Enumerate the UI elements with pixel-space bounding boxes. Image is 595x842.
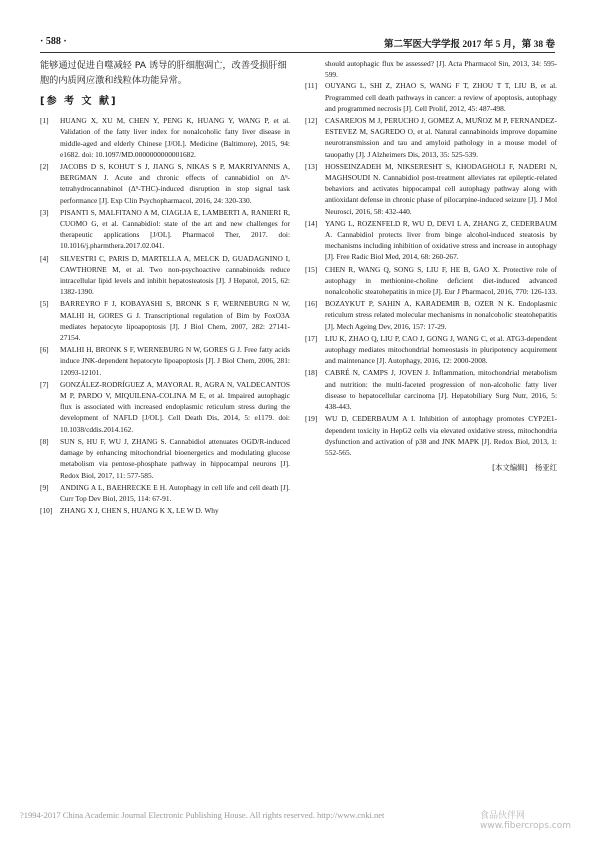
reference-list-left — [40, 115, 290, 516]
reference-item — [40, 298, 290, 343]
reference-number: [9] — [40, 482, 49, 492]
reference-item — [40, 482, 290, 504]
reference-text: SUN S, HU F, WU J, ZHANG S. Cannabidiol attenuates OGD/R-induced damage by enhancing mitochondrial bioenergetics and modulating glucose metabolism via pentose-phosphate pathway in hippocampal neurons [J]. Redox Biol, 2017, 11: 577-585. — [60, 436, 290, 480]
reference-number: [17] — [305, 333, 318, 343]
left-column — [40, 58, 290, 517]
reference-item — [305, 333, 557, 367]
reference-number: [2] — [40, 162, 49, 172]
reference-number: [16] — [305, 299, 318, 309]
reference-number: [7] — [40, 379, 49, 389]
reference-item — [40, 344, 290, 378]
reference-number: [18] — [305, 368, 318, 378]
reference-text: OUYANG L, SHI Z, ZHAO S, WANG F T, ZHOU T T, LIU B, et al. Programmed cell death pathways in cancer: a review of apoptosis, autophagy and programmed necrosis [J]. Cell Prolif, 2012, 45: 487-498. — [325, 81, 557, 113]
reference-item — [40, 253, 290, 298]
reference-item — [40, 161, 290, 206]
site-watermark: 食品伙伴网 www.fibercrops.com — [480, 811, 571, 831]
reference-text: WU D, CEDERBAUM A I. Inhibition of autophagy promotes CYP2E1-dependent toxicity in HepG2 cells via elevated oxidative stress, mitochondria dysfunction and activation of p38 and JNK MAPK [J]. Redox Biol, 2013, 1: 552-565. — [325, 414, 557, 457]
reference-continuation: should autophagic flux be assessed? [J]. Acta Pharmacol Sin, 2013, 34: 595-599. — [325, 59, 557, 80]
reference-number: [11] — [305, 81, 318, 91]
reference-text: BARREYRO F J, KOBAYASHI S, BRONK S F, WERNEBURG N W, MALHI H, GORES G J. Transcriptional regulation of Bim by FoxO3A mediates hepatocyte lipoapoptosis [J]. J Biol Chem, 2007, 282: 27141-27154. — [60, 299, 290, 343]
reference-item — [305, 80, 557, 114]
reference-text: CABRÉ N, CAMPS J, JOVEN J. Inflammation, mitochondrial metabolism and nutrition: the multi-faceted progression of non-alcoholic fatty liver disease to hepatocellular carcinoma [J]. Hepatobiliary Surg Nutr, 2016, 5: 438-443. — [325, 368, 557, 412]
reference-text: CASAREJOS M J, PERUCHO J, GOMEZ A, MUÑOZ M P, FERNANDEZ-ESTEVEZ M, SAGREDO O, et al. Natural cannabinoids improve dopamine neurotransmission and tau and amyloid pathology in a mouse model of tauopathy [J]. J Alzheimers Dis, 2013, 35: 525-539. — [325, 116, 557, 159]
reference-item — [305, 264, 557, 298]
page-number: · 588 · — [40, 36, 67, 47]
references-heading: [参 考 文 献] — [40, 96, 118, 107]
reference-item — [305, 218, 557, 263]
reference-number: [19] — [305, 414, 318, 424]
reference-item — [305, 367, 557, 412]
reference-number: [6] — [40, 345, 49, 355]
reference-text: SILVESTRI C, PARIS D, MARTELLA A, MELCK D, GUADAGNINO I, CAWTHORNE M, et al. Two non-psychoactive cannabinoids reduce intracellular lipid levels and inhibit hepatosteatosis [J]. J Hepatol, 2015, 62: 1382-1390. — [60, 253, 290, 297]
page-header — [40, 30, 555, 53]
journal-title: 第二军医大学学报 2017 年 5 月，第 38 卷 — [383, 40, 555, 50]
reference-text: CHEN R, WANG Q, SONG S, LIU F, HE B, GAO X. Protective role of autophagy in methionine-choline deficient diet-induced advanced nonalcoholic steatohepatitis in mice [J]. Eur J Pharmacol, 2016, 770: 126-133. — [325, 264, 557, 297]
reference-number: [4] — [40, 253, 49, 263]
reference-text: MALHI H, BRONK S F, WERNEBURG N W, GORES G J. Free fatty acids induce JNK-dependent hepatocyte lipoapoptosis [J]. J Biol Chem, 2006, 281: 12093-12101. — [60, 345, 290, 377]
reference-number: [15] — [305, 264, 318, 274]
intro-paragraph: 能够通过促进自噬减轻 PA 诱导的肝细胞凋亡，改善受损肝细胞的内质网应激和线粒体功能异常。 — [40, 60, 287, 86]
reference-number: [13] — [305, 161, 318, 171]
reference-number: [12] — [305, 116, 318, 126]
reference-item — [40, 505, 290, 516]
reference-text: JACOBS D S, KOHUT S J, JIANG S, NIKAS S P, MAKRIYANNIS A, BERGMAN J. Acute and chronic effects of cannabidiol on Δ⁹-tetrahydrocannabinol (Δ⁹-THC)-induced disruption in stop signal task performance [J]. Exp Clin Psychopharmacol, 2016, 24: 320-330. — [60, 162, 290, 205]
copyright-footer: ?1994-2017 China Academic Journal Electronic Publishing House. All rights reserved. http://www.cnki.net — [20, 810, 385, 820]
reference-number: [1] — [40, 116, 49, 126]
reference-text: HUANG X, XU M, CHEN Y, PENG K, HUANG Y, WANG P, et al. Validation of the fatty liver index for nonalcoholic fatty liver disease in middle-aged and elderly Chinese [J/OL]. Medicine (Baltimore), 2015, 94: e1682. doi: 10.1097/MD.0000000000001682. — [60, 116, 290, 159]
reference-item — [305, 413, 557, 458]
reference-item — [40, 436, 290, 481]
reference-item — [305, 115, 557, 160]
reference-number: [14] — [305, 218, 318, 228]
reference-number: [10] — [40, 506, 53, 516]
reference-item — [305, 298, 557, 332]
reference-text: HOSSEINZADEH M, NIKSERESHT S, KHODAGHOLI F, NADERI N, MAGHSOUDI N. Cannabidiol post-treatment alleviates rat epileptic-related behaviors and activates hippocampal cell autophagy pathway along with antioxidant defense in chronic phase of pilocarpine-induced seizure [J]. J Mol Neurosci, 2016, 58: 432-440. — [325, 161, 557, 216]
reference-number: [3] — [40, 207, 49, 217]
reference-text: YANG L, ROZENFELD R, WU D, DEVI L A, ZHANG Z, CEDERBAUM A. Cannabidiol protects liver from binge alcohol-induced steatosis by mechanisms including inhibition of oxidative stress and increase in autophagy [J]. Free Radic Biol Med, 2014, 68: 260-267. — [325, 218, 557, 262]
editor-credit: [本文编辑] 杨亚红 — [492, 463, 557, 473]
reference-text: LIU K, ZHAO Q, LIU P, CAO J, GONG J, WANG C, et al. ATG3-dependent autophagy mediates mitochondrial homeostasis in pluripotency acquirement and maintenance [J]. Autophagy, 2016, 12: 2000-2008. — [325, 333, 557, 366]
reference-item — [40, 379, 290, 435]
reference-text: BOZAYKUT P, SAHIN A, KARADEMIR B, OZER N K. Endoplasmic reticulum stress related molecular mechanisms in nonalcoholic steatohepatitis [J]. Mech Ageing Dev, 2016, 157: 17-29. — [325, 299, 557, 331]
reference-item — [40, 207, 290, 252]
reference-item — [40, 115, 290, 160]
reference-text: PISANTI S, MALFITANO A M, CIAGLIA E, LAMBERTI A, RANIERI R, CUOMO G, et al. Cannabidiol: state of the art and new challenges for therapeutic applications [J/OL]. Pharmacol Ther, 2017. doi: 10.1016/j.pharmthera.2017.02.041. — [60, 207, 290, 251]
reference-number: [8] — [40, 436, 49, 446]
reference-item — [305, 161, 557, 217]
reference-text: ZHANG X J, CHEN S, HUANG K X, LE W D. Why — [60, 506, 219, 516]
right-column — [305, 58, 557, 473]
reference-text: GONZÁLEZ-RODRÍGUEZ A, MAYORAL R, AGRA N, VALDECANTOS M P, PARDO V, MIQUILENA-COLINA M E, et al. Impaired autophagic flux is associated with increased endoplasmic reticulum stress during the development of NAFLD [J/OL]. Cell Death Dis, 2014, 5: e1179. doi: 10.1038/cddis.2014.162. — [60, 379, 290, 434]
reference-number: [5] — [40, 299, 49, 309]
reference-text: ANDING A L, BAEHRECKE E H. Autophagy in cell life and cell death [J]. Curr Top Dev Biol, 2015, 114: 67-91. — [60, 482, 290, 503]
reference-list-right — [305, 80, 557, 458]
